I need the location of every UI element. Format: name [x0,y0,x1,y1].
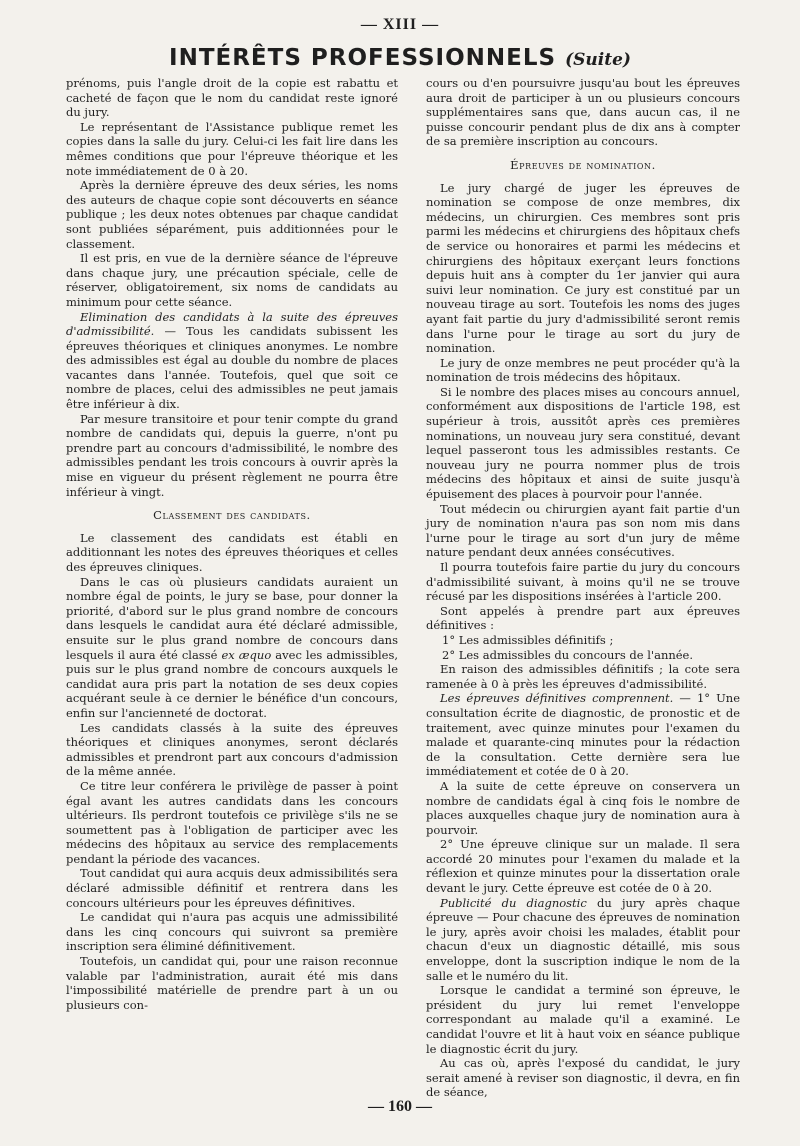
paragraph: prénoms, puis l'angle droit de la copie est rabattu et cacheté de façon que le nom du candidat reste ignoré du jury. [66,76,398,120]
paragraph-text: du jury après chaque épreuve — Pour chacune des épreuves de nomination le jury, après avoir choisi les malades, établit pour chacun d'eux un diagnostic détaillé, mis sous enveloppe, dont la suscription indique le nom de la salle et le numéro du lit. [426,895,740,983]
subsection-heading: Épreuves de nomination. [510,157,656,172]
paragraph [66,575,398,721]
paragraph: Le classement des candidats est établi en additionnant les notes des épreuves théoriques et celles des épreuves cliniques. [66,530,398,574]
paragraph: Sont appelés à prendre part aux épreuves définitives : [426,603,740,633]
paragraph: Tout médecin ou chirurgien ayant fait partie d'un jury de nomination n'aura pas son nom mis dans l'urne pour le tirage au sort d'un jury de même nature pendant deux années consécutives. [426,501,740,560]
paragraph: 2° Une épreuve clinique sur un malade. Il sera accordé 20 minutes pour l'examen du malade et la réflexion et quinze minutes pour la dissertation orale devant le jury. Cette épreuve est cotée de 0 à 20. [426,837,740,896]
list-item: 1° Les admissibles définitifs ; [442,632,614,647]
section-title-suite: (Suite) [565,50,631,70]
paragraph: Il pourra toutefois faire partie du jury du concours d'admissibilité suivant, à moins qu'il ne se trouve récusé par les dispositions insérées à l'article 200. [426,560,740,604]
paragraph: Toutefois, un candidat qui, pour une raison reconnue valable par l'administration, aurait été mis dans l'impossibilité matérielle de prendre part à un ou plusieurs con- [66,954,398,1012]
paragraph: En raison des admissibles définitifs ; la cote sera ramenée à 0 à près les épreuves d'admissibilité. [426,662,740,691]
paragraph [426,896,740,984]
paragraph-text: Dans le cas où plusieurs candidats auraient un nombre égal de points, le jury se base, pour donner la priorité, d'abord sur le plus grand nombre de concours dans lesquels le candidat aura été déclaré admissible, ensuite sur le plus grand nombre de concours dans lesquels il aura été classé [66,574,398,662]
paragraph-heading: Publicité du diagnostic [440,895,587,910]
paragraph-text: avec les admissibles, puis sur le plus grand nombre de concours auxquels le candidat aura pris part la notation de ses deux copies acquérant seule à ce dernier le bénéfice d'un concours, enfin sur l'ancienneté de doctorat. [66,647,398,720]
paragraph [426,691,740,779]
paragraph-heading: Les épreuves définitives comprennent. [440,691,674,706]
paragraph-heading: Elimination des candidats à la suite des épreuves d'admissibilité. [66,309,398,339]
paragraph: Par mesure transitoire et pour tenir compte du grand nombre de candidats qui, depuis la guerre, n'ont pu prendre part au concours d'admissibilité, le nombre des admissibles pendant les trois concours à ouvrir après la mise en vigueur du présent règlement ne pourra être inférieur à vingt. [66,411,398,499]
paragraph [66,310,398,412]
paragraph: Au cas où, après l'exposé du candidat, le jury serait amené à reviser son diagnostic, il devra, en fin de séance, [426,1056,740,1100]
list-item: 2° Les admissibles du concours de l'année. [442,647,694,662]
section-title-text: INTÉRÊTS PROFESSIONNELS [169,45,557,71]
page-number: — 160 — [368,1098,432,1115]
paragraph: Les candidats classés à la suite des épreuves théoriques et cliniques anonymes, seront déclarés admissibles et prendront part aux concours d'admission de la même année. [66,720,398,779]
paragraph: Le représentant de l'Assistance publique remet les copies dans la salle du jury. Celui-ci les fait lire dans les mêmes conditions que pour l'épreuve théorique et les note immédiatement de 0 à 20. [66,119,398,178]
paragraph: Si le nombre des places mises au concours annuel, conformément aux dispositions de l'article 198, est supérieur à trois, aussitôt après ces premières nominations, un nouveau jury sera constitué, devant lequel passeront tous les admissibles restants. Ce nouveau jury ne pourra nommer plus de trois médecins des hôpitaux et ainsi de suite jusqu'à épuisement des places à pourvoir pour l'année. [426,384,740,502]
paragraph: cours ou d'en poursuivre jusqu'au bout les épreuves aura droit de participer à un ou plusieurs concours supplémentaires sans que, dans aucun cas, il ne puisse concourir pendant plus de dix ans à compter de sa première inscription au concours. [426,76,740,149]
subsection-heading: Classement des candidats. [153,508,311,523]
right-column [426,76,740,1100]
paragraph: A la suite de cette épreuve on conservera un nombre de candidats égal à cinq fois le nombre de places auxquelles chaque jury de nomination aura à pourvoir. [426,778,740,837]
roman-page-number: — XIII — [360,16,440,33]
section-title [0,44,800,74]
paragraph-text: — 1° Une consultation écrite de diagnostic, de pronostic et de traitement, avec quinze minutes pour l'examen du malade et quarante-cinq minutes pour la rédaction de la consultation. Cette dernière sera lue immédiatement et cotée de 0 à 20. [426,691,740,779]
paragraph: Ce titre leur conférera le privilège de passer à point égal avant les autres candidats dans les concours ultérieurs. Ils perdront toutefois ce privilège s'ils ne se soumettent pas à l'obligation de participer avec les médecins des hôpitaux au service des remplacements pendant la période des vacances. [66,778,398,866]
paragraph: Le jury de onze membres ne peut procéder qu'à la nomination de trois médecins des hôpitaux. [426,355,740,385]
paragraph: Tout candidat qui aura acquis deux admissibilités sera déclaré admissible définitif et rentrera dans les concours ultérieurs pour les épreuves définitives. [66,866,398,910]
paragraph: Le jury chargé de juger les épreuves de nomination se compose de onze membres, dix médecins, un chirurgien. Ces membres sont pris parmi les médecins et chirurgiens des hôpitaux chefs de service ou honoraires et parmi les médecins et chirurgiens des hôpitaux exerçant leurs fonctions depuis huit ans à compter du 1er janvier qui aura suivi leur nomination. Ce jury est constitué par un nouveau tirage au sort. Toutefois les noms des juges ayant fait partie du jury d'admissibilité seront remis dans l'urne pour le tirage au sort du jury de nomination. [426,180,740,356]
paragraph: Lorsque le candidat a terminé son épreuve, le président du jury lui remet l'enveloppe correspondant au malade qu'il a examiné. Le candidat l'ouvre et lit à haut voix en séance publique le diagnostic écrit du jury. [426,983,740,1056]
paragraph: Il est pris, en vue de la dernière séance de l'épreuve dans chaque jury, une précaution spéciale, celle de réserver, obligatoirement, six noms de candidats au minimum pour cette séance. [66,251,398,309]
left-column [66,76,398,1012]
paragraph: Après la dernière épreuve des deux séries, les noms des auteurs de chaque copie sont découverts en séance publique ; les deux notes obtenues par chaque candidat sont publiées séparément, puis additionnées pour le classement. [66,178,398,251]
latin-phrase: ex æquo [221,647,272,662]
paragraph: Le candidat qui n'aura pas acquis une admissibilité dans les cinq concours qui suivront sa première inscription sera éliminé définitivement. [66,910,398,954]
paragraph-text: — Tous les candidats subissent les épreuves théoriques et cliniques anonymes. Le nombre des admissibles est égal au double du nombre de places vacantes dans l'année. Toutefois, quel que soit ce nombre de places, celui des admissibles ne peut jamais être inférieur à dix. [66,324,398,412]
